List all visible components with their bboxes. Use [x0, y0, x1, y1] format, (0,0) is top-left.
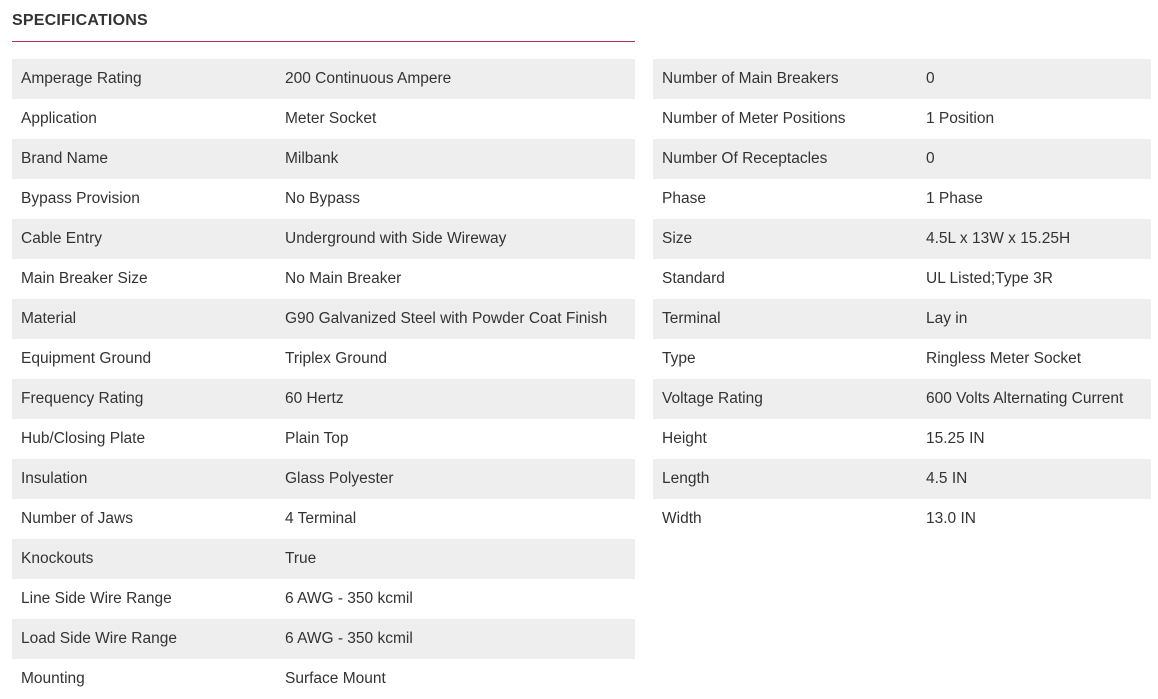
spec-row-number-of-receptacles — [653, 139, 1151, 179]
spec-row-brand-name — [12, 139, 635, 179]
spec-value: No Main Breaker — [285, 270, 402, 287]
spec-row-type — [653, 339, 1151, 379]
spec-label: Number of Jaws — [21, 510, 133, 527]
spec-row-knockouts — [12, 539, 635, 579]
spec-value: 1 Phase — [926, 190, 983, 207]
spec-row-size — [653, 219, 1151, 259]
spec-value: 4 Terminal — [285, 510, 357, 527]
spec-row-voltage-rating — [653, 379, 1151, 419]
spec-label: Terminal — [662, 310, 721, 327]
spec-table-right — [653, 59, 1151, 539]
spec-row-application — [12, 99, 635, 139]
spec-value: 60 Hertz — [285, 390, 344, 407]
spec-value: 1 Position — [926, 110, 995, 127]
spec-value: 15.25 IN — [926, 430, 985, 447]
spec-row-number-of-meter-positions — [653, 99, 1151, 139]
section-divider — [12, 41, 635, 42]
spec-label: Bypass Provision — [21, 190, 140, 207]
spec-row-amperage-rating — [12, 59, 635, 99]
spec-label: Line Side Wire Range — [21, 590, 172, 607]
spec-row-frequency-rating — [12, 379, 635, 419]
spec-row-material — [12, 299, 635, 339]
spec-value: No Bypass — [285, 190, 360, 207]
spec-value: Lay in — [926, 310, 968, 327]
spec-label: Load Side Wire Range — [21, 630, 177, 647]
spec-label: Type — [662, 350, 696, 367]
spec-label: Number Of Receptacles — [662, 150, 828, 167]
spec-value: 13.0 IN — [926, 510, 976, 527]
spec-row-line-side-wire-range — [12, 579, 635, 619]
spec-value: UL Listed;Type 3R — [926, 270, 1053, 287]
spec-label: Number of Main Breakers — [662, 70, 839, 87]
spec-label: Frequency Rating — [21, 390, 144, 407]
spec-value: Underground with Side Wireway — [285, 230, 507, 247]
spec-label: Length — [662, 470, 710, 487]
spec-row-hub-closing-plate — [12, 419, 635, 459]
spec-value: 6 AWG - 350 kcmil — [285, 630, 413, 647]
spec-row-width — [653, 499, 1151, 539]
spec-value: Meter Socket — [285, 110, 377, 127]
spec-value: 4.5L x 13W x 15.25H — [926, 230, 1071, 247]
spec-label: Number of Meter Positions — [662, 110, 846, 127]
spec-value: G90 Galvanized Steel with Powder Coat Finish — [285, 310, 608, 327]
spec-row-main-breaker-size — [12, 259, 635, 299]
spec-value: 0 — [926, 70, 935, 87]
spec-row-number-of-jaws — [12, 499, 635, 539]
spec-value: Ringless Meter Socket — [926, 350, 1082, 367]
spec-row-load-side-wire-range — [12, 619, 635, 659]
spec-value: 6 AWG - 350 kcmil — [285, 590, 413, 607]
spec-value: Glass Polyester — [285, 470, 394, 487]
spec-label: Mounting — [21, 670, 85, 687]
spec-value: Triplex Ground — [285, 350, 387, 367]
spec-value: Plain Top — [285, 430, 349, 447]
spec-table-left — [12, 59, 635, 699]
spec-label: Standard — [662, 270, 725, 287]
spec-value: True — [285, 550, 317, 567]
spec-label: Cable Entry — [21, 230, 102, 247]
section-title: SPECIFICATIONS — [12, 12, 148, 29]
spec-row-insulation — [12, 459, 635, 499]
spec-label: Application — [21, 110, 97, 127]
spec-label: Amperage Rating — [21, 70, 142, 87]
spec-value: 0 — [926, 150, 935, 167]
spec-row-terminal — [653, 299, 1151, 339]
spec-row-phase — [653, 179, 1151, 219]
spec-label: Brand Name — [21, 150, 109, 167]
spec-label: Material — [21, 310, 77, 327]
spec-value: 200 Continuous Ampere — [285, 70, 452, 87]
spec-row-height — [653, 419, 1151, 459]
spec-row-length — [653, 459, 1151, 499]
spec-label: Equipment Ground — [21, 350, 152, 367]
spec-label: Insulation — [21, 470, 88, 487]
spec-row-equipment-ground — [12, 339, 635, 379]
spec-label: Phase — [662, 190, 706, 207]
spec-label: Voltage Rating — [662, 390, 763, 407]
spec-value: Milbank — [285, 150, 339, 167]
spec-label: Knockouts — [21, 550, 94, 567]
spec-row-number-of-main-breakers — [653, 59, 1151, 99]
spec-row-standard — [653, 259, 1151, 299]
spec-row-bypass-provision — [12, 179, 635, 219]
spec-value: 600 Volts Alternating Current — [926, 390, 1124, 407]
spec-label: Size — [662, 230, 693, 247]
spec-row-mounting — [12, 659, 635, 699]
spec-label: Main Breaker Size — [21, 270, 148, 287]
spec-row-cable-entry — [12, 219, 635, 259]
spec-value: Surface Mount — [285, 670, 386, 687]
spec-value: 4.5 IN — [926, 470, 968, 487]
spec-label: Height — [662, 430, 707, 447]
spec-label: Width — [662, 510, 702, 527]
spec-label: Hub/Closing Plate — [21, 430, 146, 447]
